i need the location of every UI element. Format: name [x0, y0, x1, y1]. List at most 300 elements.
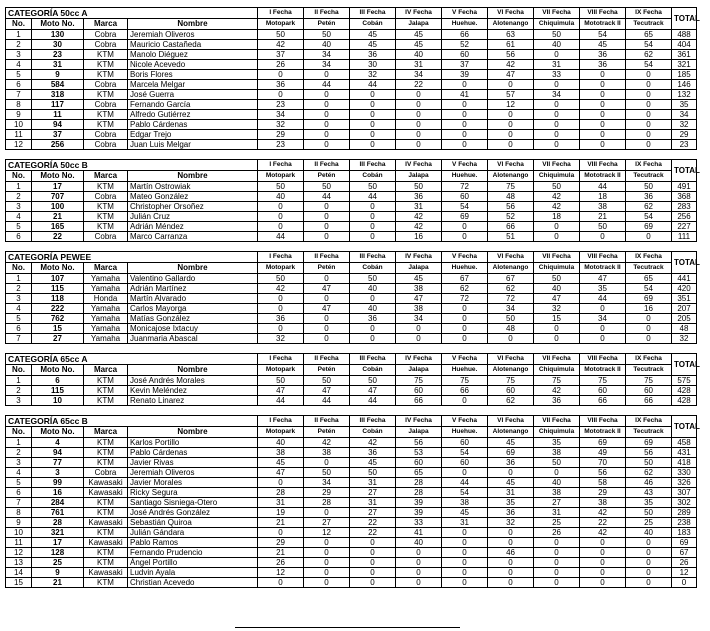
brand-cell: KTM	[84, 458, 128, 468]
position-cell: 13	[6, 558, 32, 568]
points-cell: 34	[304, 60, 350, 70]
points-cell: 0	[442, 100, 488, 110]
points-cell: 0	[580, 304, 626, 314]
points-cell: 56	[488, 50, 534, 60]
points-cell: 0	[580, 232, 626, 242]
table-row	[6, 578, 697, 588]
points-cell: 40	[258, 192, 304, 202]
table-row	[6, 396, 697, 406]
points-cell: 42	[534, 386, 580, 396]
fecha-number-header: V Fecha	[442, 160, 488, 171]
points-cell: 34	[304, 478, 350, 488]
category-title: CATEGORÍA 50cc B	[6, 160, 258, 171]
points-cell: 75	[396, 376, 442, 386]
total-cell: 205	[672, 314, 697, 324]
fecha-venue-header: Mototrack II	[580, 171, 626, 182]
points-cell: 34	[396, 70, 442, 80]
fecha-number-header: V Fecha	[442, 354, 488, 365]
fecha-number-header: IV Fecha	[396, 354, 442, 365]
points-cell: 0	[304, 202, 350, 212]
points-cell: 27	[534, 498, 580, 508]
points-cell: 38	[304, 448, 350, 458]
total-cell: 351	[672, 294, 697, 304]
points-cell: 38	[580, 202, 626, 212]
points-cell: 42	[258, 40, 304, 50]
points-cell: 41	[442, 90, 488, 100]
table-row	[6, 314, 697, 324]
points-cell: 25	[534, 518, 580, 528]
points-cell: 40	[396, 538, 442, 548]
fecha-venue-header: Mototrack II	[580, 19, 626, 30]
points-cell: 0	[304, 130, 350, 140]
points-cell: 54	[442, 202, 488, 212]
points-cell: 66	[580, 396, 626, 406]
brand-cell: Cobra	[84, 468, 128, 478]
position-cell: 1	[6, 438, 32, 448]
table-row	[6, 130, 697, 140]
name-header: Nombre	[128, 19, 258, 30]
fecha-venue-header: Motopark	[258, 365, 304, 376]
points-cell: 36	[350, 314, 396, 324]
brand-cell: Yamaha	[84, 324, 128, 334]
points-cell: 37	[442, 60, 488, 70]
moto-number-header: Moto No.	[32, 365, 84, 376]
points-cell: 26	[258, 60, 304, 70]
points-cell: 45	[396, 40, 442, 50]
position-cell: 3	[6, 294, 32, 304]
position-cell: 12	[6, 140, 32, 150]
rider-name-cell: Karlos Portillo	[128, 438, 258, 448]
points-cell: 36	[488, 458, 534, 468]
points-cell: 43	[626, 488, 672, 498]
points-cell: 54	[626, 284, 672, 294]
moto-number-cell: 17	[32, 538, 84, 548]
points-cell: 0	[580, 578, 626, 588]
points-cell: 0	[258, 202, 304, 212]
points-cell: 0	[580, 120, 626, 130]
points-cell: 0	[580, 100, 626, 110]
moto-number-cell: 25	[32, 558, 84, 568]
points-cell: 18	[534, 212, 580, 222]
points-cell: 0	[626, 538, 672, 548]
points-cell: 0	[580, 90, 626, 100]
fecha-number-header: VIII Fecha	[580, 160, 626, 171]
standings-sheet	[5, 7, 700, 588]
position-cell: 5	[6, 478, 32, 488]
points-cell: 0	[350, 100, 396, 110]
rider-name-cell: Pablo Cárdenas	[128, 120, 258, 130]
moto-number-header: Moto No.	[32, 263, 84, 274]
table-row	[6, 284, 697, 294]
points-cell: 0	[442, 528, 488, 538]
table-row	[6, 202, 697, 212]
rider-name-cell: Pablo Ramos	[128, 538, 258, 548]
points-cell: 29	[258, 538, 304, 548]
fecha-number-header: V Fecha	[442, 8, 488, 19]
points-cell: 0	[442, 110, 488, 120]
points-cell: 0	[304, 232, 350, 242]
points-cell: 75	[580, 376, 626, 386]
points-cell: 0	[534, 232, 580, 242]
fecha-venue-header: Cobán	[350, 171, 396, 182]
points-cell: 0	[350, 334, 396, 344]
points-cell: 0	[442, 130, 488, 140]
moto-number-cell: 128	[32, 548, 84, 558]
points-cell: 34	[304, 50, 350, 60]
points-cell: 60	[396, 386, 442, 396]
brand-cell: KTM	[84, 182, 128, 192]
points-cell: 39	[396, 498, 442, 508]
points-cell: 65	[396, 468, 442, 478]
points-cell: 65	[626, 30, 672, 40]
points-cell: 0	[488, 578, 534, 588]
points-cell: 0	[258, 90, 304, 100]
rider-name-cell: Kevin Meléndez	[128, 386, 258, 396]
category-header-row	[6, 354, 697, 365]
points-cell: 0	[534, 568, 580, 578]
position-cell: 4	[6, 304, 32, 314]
points-cell: 29	[580, 488, 626, 498]
points-cell: 0	[396, 120, 442, 130]
rider-name-cell: Juanmaria Abascal	[128, 334, 258, 344]
points-cell: 0	[442, 334, 488, 344]
points-cell: 42	[396, 212, 442, 222]
fecha-venue-header: Jalapa	[396, 365, 442, 376]
total-cell: 404	[672, 40, 697, 50]
table-row	[6, 498, 697, 508]
points-cell: 69	[580, 438, 626, 448]
brand-cell: KTM	[84, 396, 128, 406]
points-cell: 0	[258, 222, 304, 232]
fecha-venue-header: Huehue.	[442, 427, 488, 438]
fecha-venue-header: Motopark	[258, 427, 304, 438]
points-cell: 0	[304, 140, 350, 150]
points-cell: 0	[304, 314, 350, 324]
points-cell: 0	[442, 538, 488, 548]
rider-name-cell: Pablo Cárdenas	[128, 448, 258, 458]
points-cell: 32	[258, 334, 304, 344]
points-cell: 0	[350, 558, 396, 568]
points-cell: 0	[442, 314, 488, 324]
brand-cell: KTM	[84, 50, 128, 60]
table-row	[6, 528, 697, 538]
fecha-venue-header: Alotenango	[488, 263, 534, 274]
brand-header: Marca	[84, 365, 128, 376]
fecha-venue-header: Motopark	[258, 263, 304, 274]
points-cell: 38	[534, 488, 580, 498]
points-cell: 44	[258, 232, 304, 242]
points-cell: 31	[488, 488, 534, 498]
fecha-number-header: VI Fecha	[488, 8, 534, 19]
points-cell: 42	[534, 202, 580, 212]
moto-number-cell: 94	[32, 448, 84, 458]
points-cell: 0	[442, 324, 488, 334]
points-cell: 0	[580, 110, 626, 120]
position-cell: 10	[6, 528, 32, 538]
total-cell: 321	[672, 60, 697, 70]
points-cell: 47	[304, 284, 350, 294]
points-cell: 0	[304, 120, 350, 130]
no-header: No.	[6, 365, 32, 376]
points-cell: 41	[396, 528, 442, 538]
table-row	[6, 488, 697, 498]
fecha-venue-header: Huehue.	[442, 365, 488, 376]
points-cell: 54	[626, 40, 672, 50]
moto-number-cell: 21	[32, 578, 84, 588]
total-cell: 330	[672, 468, 697, 478]
points-cell: 22	[580, 518, 626, 528]
points-cell: 50	[350, 468, 396, 478]
moto-number-cell: 321	[32, 528, 84, 538]
points-cell: 40	[350, 284, 396, 294]
fecha-venue-header: Motopark	[258, 171, 304, 182]
points-cell: 69	[626, 294, 672, 304]
points-cell: 66	[442, 30, 488, 40]
fecha-venue-header: Jalapa	[396, 19, 442, 30]
position-cell: 9	[6, 110, 32, 120]
points-cell: 35	[580, 284, 626, 294]
table-row	[6, 508, 697, 518]
points-cell: 50	[534, 274, 580, 284]
points-cell: 31	[442, 518, 488, 528]
brand-cell: KTM	[84, 558, 128, 568]
brand-cell: KTM	[84, 498, 128, 508]
total-cell: 256	[672, 212, 697, 222]
points-cell: 54	[626, 60, 672, 70]
brand-cell: Cobra	[84, 130, 128, 140]
points-cell: 42	[580, 508, 626, 518]
category-title: CATEGORÍA 65cc A	[6, 354, 258, 365]
points-cell: 40	[350, 304, 396, 314]
points-cell: 62	[488, 396, 534, 406]
points-cell: 0	[626, 100, 672, 110]
fecha-number-header: III Fecha	[350, 354, 396, 365]
position-cell: 7	[6, 90, 32, 100]
points-cell: 0	[580, 140, 626, 150]
points-cell: 47	[580, 274, 626, 284]
points-cell: 0	[396, 90, 442, 100]
rider-name-cell: Adrián Méndez	[128, 222, 258, 232]
rider-name-cell: Fernando Prudencio	[128, 548, 258, 558]
points-cell: 44	[580, 182, 626, 192]
points-cell: 51	[488, 232, 534, 242]
brand-cell: Yamaha	[84, 284, 128, 294]
fecha-venue-header: Huehue.	[442, 263, 488, 274]
points-cell: 32	[258, 120, 304, 130]
points-cell: 33	[396, 518, 442, 528]
points-cell: 50	[534, 182, 580, 192]
points-cell: 45	[350, 30, 396, 40]
category-gap	[5, 150, 696, 159]
total-cell: 132	[672, 90, 697, 100]
rider-name-cell: Edgar Trejo	[128, 130, 258, 140]
rider-name-cell: José Andrés González	[128, 508, 258, 518]
rider-name-cell: Alfredo Gutiérrez	[128, 110, 258, 120]
points-cell: 48	[488, 324, 534, 334]
points-cell: 0	[350, 548, 396, 558]
position-cell: 3	[6, 458, 32, 468]
total-cell: 0	[672, 578, 697, 588]
category-title: CATEGORÍA 65cc B	[6, 416, 258, 427]
position-cell: 6	[6, 80, 32, 90]
fecha-number-header: VI Fecha	[488, 160, 534, 171]
points-cell: 0	[442, 232, 488, 242]
points-cell: 23	[258, 140, 304, 150]
name-header: Nombre	[128, 365, 258, 376]
points-cell: 0	[534, 50, 580, 60]
brand-cell: KTM	[84, 386, 128, 396]
brand-cell: KTM	[84, 110, 128, 120]
fecha-number-header: VI Fecha	[488, 416, 534, 427]
rider-name-cell: Adrián Martínez	[128, 284, 258, 294]
points-cell: 40	[304, 40, 350, 50]
points-cell: 69	[626, 222, 672, 232]
fecha-number-header: IX Fecha	[626, 354, 672, 365]
points-cell: 0	[258, 70, 304, 80]
points-cell: 22	[350, 528, 396, 538]
fecha-venue-header: Jalapa	[396, 263, 442, 274]
fecha-number-header: III Fecha	[350, 160, 396, 171]
points-cell: 0	[580, 70, 626, 80]
fecha-number-header: VIII Fecha	[580, 354, 626, 365]
category-table	[5, 159, 700, 242]
points-cell: 0	[488, 110, 534, 120]
points-cell: 0	[580, 80, 626, 90]
points-cell: 26	[258, 558, 304, 568]
table-row	[6, 182, 697, 192]
table-row	[6, 110, 697, 120]
position-cell: 8	[6, 100, 32, 110]
points-cell: 0	[350, 110, 396, 120]
fecha-number-header: IX Fecha	[626, 416, 672, 427]
moto-number-header: Moto No.	[32, 171, 84, 182]
points-cell: 0	[488, 528, 534, 538]
rider-name-cell: Nicole Acevedo	[128, 60, 258, 70]
table-row	[6, 304, 697, 314]
rider-name-cell: Matías González	[128, 314, 258, 324]
points-cell: 69	[626, 438, 672, 448]
total-cell: 361	[672, 50, 697, 60]
points-cell: 0	[534, 578, 580, 588]
fecha-venue-header: Chiquimula	[534, 427, 580, 438]
moto-number-cell: 115	[32, 386, 84, 396]
position-cell: 5	[6, 222, 32, 232]
total-header: TOTAL	[672, 252, 697, 274]
rider-name-cell: Manolo Diéguez	[128, 50, 258, 60]
points-cell: 50	[304, 468, 350, 478]
points-cell: 72	[488, 294, 534, 304]
fecha-number-header: VII Fecha	[534, 8, 580, 19]
fecha-venue-header: Petén	[304, 427, 350, 438]
brand-header: Marca	[84, 427, 128, 438]
table-row	[6, 120, 697, 130]
points-cell: 21	[258, 548, 304, 558]
points-cell: 16	[626, 304, 672, 314]
position-cell: 2	[6, 40, 32, 50]
points-cell: 0	[258, 578, 304, 588]
fecha-number-header: IX Fecha	[626, 160, 672, 171]
rider-name-cell: Christian Acevedo	[128, 578, 258, 588]
points-cell: 29	[258, 130, 304, 140]
name-header: Nombre	[128, 427, 258, 438]
total-cell: 111	[672, 232, 697, 242]
position-cell: 10	[6, 120, 32, 130]
moto-number-cell: 17	[32, 182, 84, 192]
fecha-number-header: IV Fecha	[396, 160, 442, 171]
brand-cell: KTM	[84, 202, 128, 212]
brand-cell: Kawasaki	[84, 518, 128, 528]
points-cell: 40	[258, 438, 304, 448]
points-cell: 0	[534, 558, 580, 568]
fecha-venue-header: Alotenango	[488, 427, 534, 438]
points-cell: 0	[580, 568, 626, 578]
points-cell: 0	[350, 538, 396, 548]
fecha-venue-header: Mototrack II	[580, 263, 626, 274]
points-cell: 75	[626, 376, 672, 386]
points-cell: 56	[396, 438, 442, 448]
points-cell: 0	[626, 140, 672, 150]
points-cell: 70	[580, 458, 626, 468]
points-cell: 0	[626, 80, 672, 90]
rider-name-cell: Julián Gándara	[128, 528, 258, 538]
points-cell: 0	[304, 294, 350, 304]
points-cell: 36	[350, 50, 396, 60]
points-cell: 0	[580, 548, 626, 558]
points-cell: 0	[304, 548, 350, 558]
points-cell: 0	[534, 468, 580, 478]
position-cell: 4	[6, 468, 32, 478]
total-cell: 183	[672, 528, 697, 538]
points-cell: 45	[350, 458, 396, 468]
brand-cell: Cobra	[84, 40, 128, 50]
points-cell: 15	[534, 314, 580, 324]
position-cell: 12	[6, 548, 32, 558]
fecha-venue-header: Petén	[304, 263, 350, 274]
fecha-venue-header: Petén	[304, 19, 350, 30]
points-cell: 0	[304, 222, 350, 232]
total-cell: 26	[672, 558, 697, 568]
moto-number-cell: 9	[32, 568, 84, 578]
points-cell: 0	[350, 232, 396, 242]
table-row	[6, 458, 697, 468]
points-cell: 45	[350, 40, 396, 50]
moto-number-cell: 3	[32, 468, 84, 478]
fecha-number-header: VI Fecha	[488, 252, 534, 263]
points-cell: 42	[534, 192, 580, 202]
points-cell: 47	[488, 70, 534, 80]
moto-number-cell: 9	[32, 70, 84, 80]
table-row	[6, 60, 697, 70]
rider-name-cell: Marco Carranza	[128, 232, 258, 242]
category-header-row	[6, 8, 697, 19]
points-cell: 0	[304, 578, 350, 588]
fecha-venue-header: Cobán	[350, 263, 396, 274]
points-cell: 56	[488, 202, 534, 212]
points-cell: 50	[304, 376, 350, 386]
points-cell: 0	[396, 140, 442, 150]
brand-cell: Yamaha	[84, 334, 128, 344]
points-cell: 0	[258, 528, 304, 538]
points-cell: 0	[488, 558, 534, 568]
rider-name-cell: Mateo González	[128, 192, 258, 202]
brand-cell: Cobra	[84, 80, 128, 90]
fecha-number-header: II Fecha	[304, 252, 350, 263]
points-cell: 75	[488, 182, 534, 192]
points-cell: 45	[488, 478, 534, 488]
table-row	[6, 100, 697, 110]
brand-cell: Kawasaki	[84, 568, 128, 578]
total-cell: 35	[672, 100, 697, 110]
